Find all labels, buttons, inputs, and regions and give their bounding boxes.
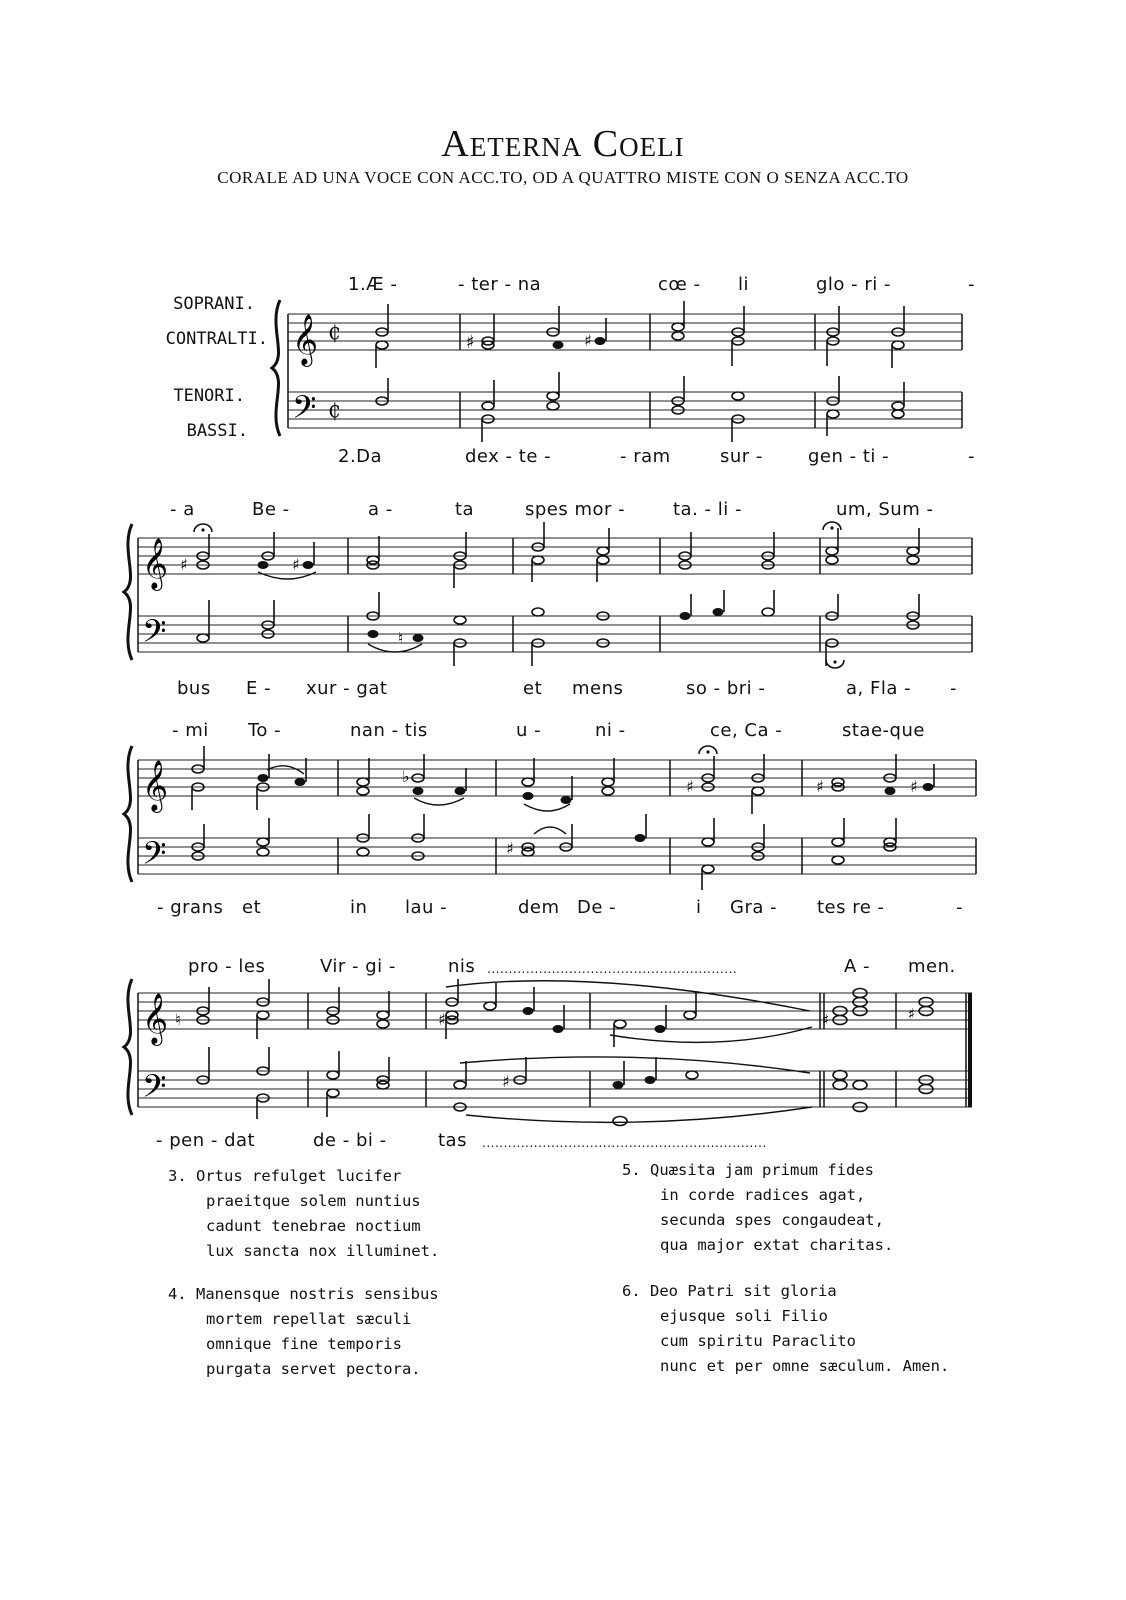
stanza-line: lux sancta nox illuminet. (206, 1242, 440, 1260)
svg-text:♮: ♮ (175, 1010, 181, 1029)
lyric-syllable: so - bri - (686, 678, 766, 699)
svg-text:♮: ♮ (398, 629, 404, 647)
lyric-syllable: a, Fla - (846, 678, 912, 699)
svg-text:♯: ♯ (506, 839, 514, 858)
stanza-5 (622, 1158, 893, 1258)
svg-text:𝄢: 𝄢 (292, 389, 317, 433)
music-system-1 (120, 296, 978, 446)
lyric-syllable: ni - (595, 720, 626, 741)
score-staves (120, 296, 978, 446)
music-system-3 (120, 742, 978, 892)
stanza-number: 6. (622, 1282, 641, 1300)
lyric-syllable: tes re - (817, 897, 885, 918)
lyric-syllable: E - (246, 678, 272, 699)
lyric-syllable: - ter - na (458, 274, 542, 295)
score-staves (120, 520, 978, 670)
stanza-line: omnique fine temporis (206, 1335, 402, 1353)
stanza-number: 4. (168, 1285, 187, 1303)
stanza-number: 5. (622, 1161, 641, 1179)
lyrics-line (120, 1130, 978, 1154)
stanza-line: Ortus refulget lucifer (196, 1167, 402, 1185)
lyric-syllable: De - (577, 897, 617, 918)
lyric-syllable: men. (908, 956, 956, 977)
lyric-syllable: - ram (620, 446, 671, 467)
lyric-extender: .......................................................... (487, 962, 738, 976)
lyrics-line (120, 274, 978, 298)
svg-text:♯: ♯ (292, 555, 300, 574)
lyric-syllable: - a (170, 499, 195, 520)
page-title: Aeterna Coeli (441, 123, 685, 165)
lyric-syllable: Vir - gi - (320, 956, 396, 977)
stanza-line: praeitque solem nuntius (206, 1192, 421, 1210)
lyric-syllable: - grans (157, 897, 224, 918)
lyrics-line (120, 897, 978, 921)
lyric-syllable: spes mor - (525, 499, 626, 520)
lyric-syllable: ta (455, 499, 475, 520)
lyric-syllable: stae-que (842, 720, 925, 741)
lyric-syllable: 1.Æ - (348, 274, 398, 295)
svg-text:𝄞: 𝄞 (142, 760, 169, 811)
stanza-line: Quæsita jam primum fides (650, 1161, 874, 1179)
stanza-line: secunda spes congaudeat, (660, 1211, 884, 1229)
svg-text:♯: ♯ (910, 777, 918, 796)
svg-text:♯: ♯ (438, 1010, 446, 1029)
lyric-syllable: mens (572, 678, 624, 699)
svg-text:♯: ♯ (686, 777, 694, 796)
lyric-syllable: nan - tis (350, 720, 428, 741)
lyric-syllable: dex - te - (465, 446, 552, 467)
lyrics-line (120, 720, 978, 744)
lyric-syllable: u - (516, 720, 542, 741)
lyric-syllable: de - bi - (313, 1130, 387, 1151)
stanza-6 (622, 1279, 949, 1379)
svg-text:𝄞: 𝄞 (142, 538, 169, 589)
svg-text:♯: ♯ (584, 331, 592, 350)
svg-text:₵: ₵ (328, 320, 341, 344)
lyric-syllable: - (950, 678, 957, 699)
lyric-syllable: bus (177, 678, 211, 699)
music-system-2 (120, 520, 978, 670)
svg-text:♯: ♯ (816, 777, 824, 796)
stanza-line: mortem repellat sæculi (206, 1310, 412, 1328)
lyric-syllable: - mi (172, 720, 209, 741)
lyric-syllable: tas (438, 1130, 467, 1151)
lyric-syllable: dem (518, 897, 560, 918)
stanza-line: cadunt tenebrae noctium (206, 1217, 421, 1235)
svg-text:♭: ♭ (402, 767, 410, 786)
music-system-4 (120, 975, 978, 1125)
lyric-syllable: ce, Ca - (710, 720, 783, 741)
svg-text:𝄞: 𝄞 (292, 314, 319, 365)
lyric-syllable: Gra - (730, 897, 778, 918)
lyric-syllable: li (738, 274, 750, 295)
voice-label-bassi: BASSI. (186, 421, 248, 441)
lyric-syllable: et (242, 897, 262, 918)
lyric-syllable: To - (248, 720, 282, 741)
voice-label-soprani: SOPRANI. (173, 294, 255, 314)
lyric-extender: .................................................................. (482, 1136, 767, 1150)
stanza-number: 3. (168, 1167, 187, 1185)
stanza-line: nunc et per omne sæculum. Amen. (660, 1357, 950, 1375)
svg-text:𝄢: 𝄢 (142, 835, 167, 879)
svg-text:𝄢: 𝄢 (142, 1068, 167, 1112)
lyric-syllable: - (968, 274, 975, 295)
lyric-syllable: in (350, 897, 368, 918)
lyrics-line (120, 678, 978, 702)
lyric-syllable: um, Sum - (836, 499, 934, 520)
lyric-syllable: ta. - li - (673, 499, 742, 520)
lyric-syllable: nis (448, 956, 476, 977)
lyric-syllable: xur - gat (306, 678, 388, 699)
score-staves (120, 742, 978, 892)
stanza-line: Manensque nostris sensibus (196, 1285, 439, 1303)
lyric-syllable: - pen - dat (156, 1130, 256, 1151)
lyric-syllable: pro - les (188, 956, 266, 977)
lyric-syllable: i (696, 897, 702, 918)
svg-text:♯: ♯ (180, 555, 188, 574)
lyric-syllable: 2.Da (338, 446, 383, 467)
lyric-syllable: A - (844, 956, 871, 977)
stanza-4 (168, 1282, 439, 1382)
lyrics-line (120, 446, 978, 470)
svg-text:₵: ₵ (328, 398, 341, 422)
svg-text:♯: ♯ (466, 332, 475, 353)
stanza-line: cum spiritu Paraclito (660, 1332, 856, 1350)
stanza-line: qua major extat charitas. (660, 1236, 894, 1254)
lyric-syllable: et (523, 678, 543, 699)
svg-text:♯: ♯ (502, 1072, 510, 1091)
score-staves (120, 975, 978, 1125)
stanza-line: purgata servet pectora. (206, 1360, 421, 1378)
lyric-syllable: - (968, 446, 975, 467)
svg-text:♯: ♯ (908, 1005, 916, 1023)
lyric-syllable: lau - (405, 897, 448, 918)
svg-text:𝄢: 𝄢 (142, 613, 167, 657)
stanza-line: in corde radices agat, (660, 1186, 866, 1204)
stanza-line: Deo Patri sit gloria (650, 1282, 837, 1300)
voice-label-contralti: CONTRALTI. (165, 329, 268, 349)
lyric-syllable: - (956, 897, 963, 918)
lyric-syllable: glo - ri - (816, 274, 891, 295)
lyric-syllable: gen - ti - (808, 446, 890, 467)
stanza-3 (168, 1164, 439, 1264)
lyric-syllable: a - (368, 499, 393, 520)
svg-text:♯: ♯ (822, 1011, 830, 1029)
stanza-line: ejusque soli Filio (660, 1307, 828, 1325)
lyric-syllable: sur - (720, 446, 763, 467)
voice-label-tenori: TENORI. (173, 386, 245, 406)
lyric-syllable: Be - (252, 499, 290, 520)
page-subtitle: CORALE AD UNA VOCE CON ACC.TO, OD A QUATTRO MISTE CON O SENZA ACC.TO (217, 168, 909, 187)
lyric-syllable: cœ - (658, 274, 701, 295)
svg-text:𝄞: 𝄞 (142, 993, 169, 1044)
